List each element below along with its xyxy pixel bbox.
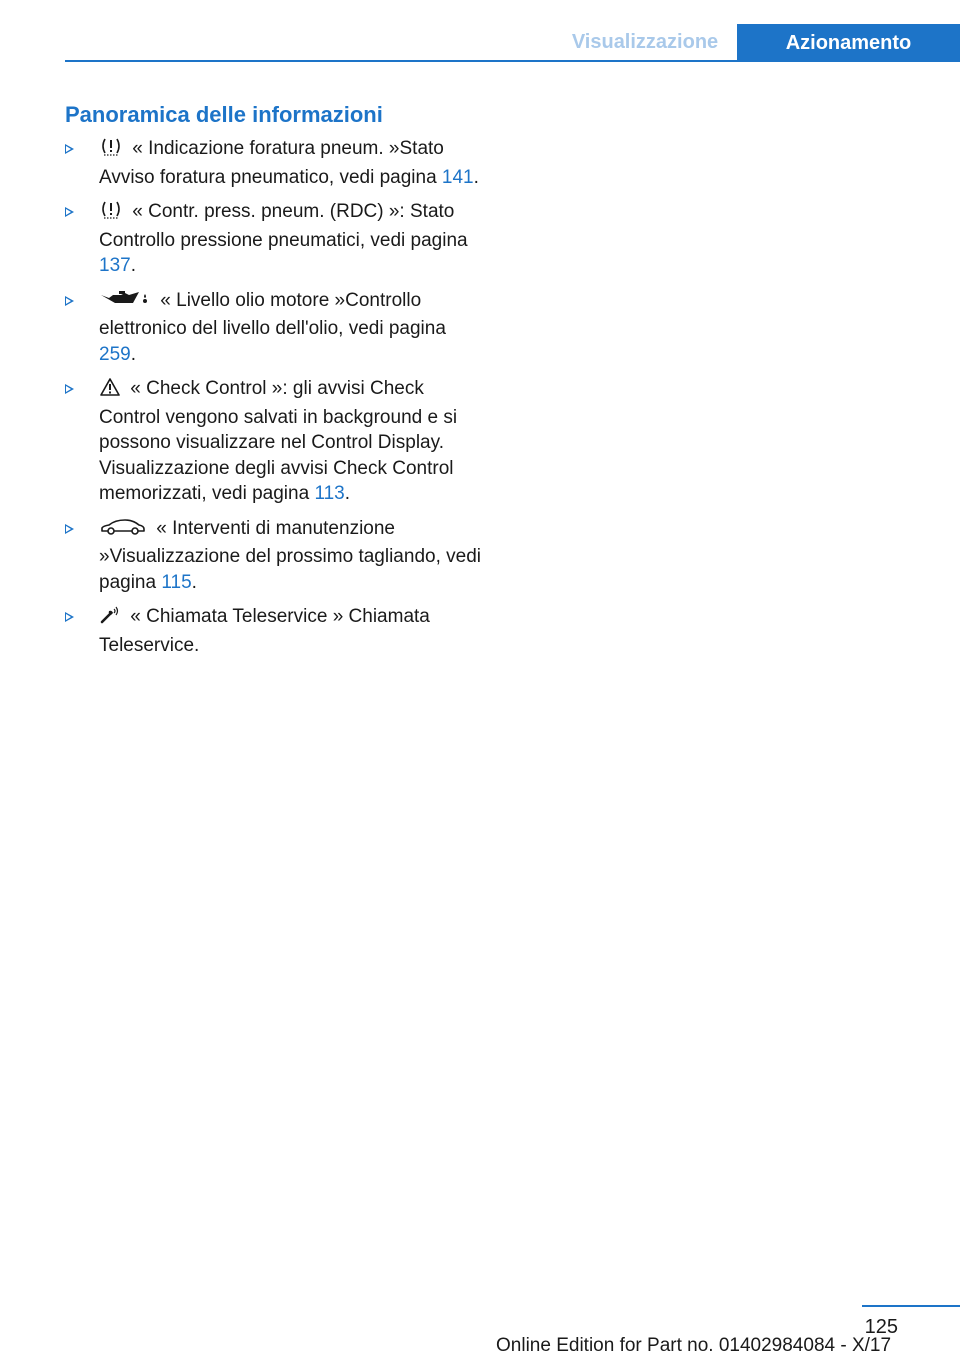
warning-triangle-icon <box>99 377 121 405</box>
bullet-triangle-icon <box>65 612 74 622</box>
item-text: « Check Control »: gli avvisi Check Control vengono salvati in background e si possono visualizzare nel Control Display. Visualizzazione degli avvisi Check Control memorizzati, vedi pagina <box>99 378 458 504</box>
bullet-triangle-icon <box>65 296 74 306</box>
item-suffix: . <box>130 343 136 365</box>
list-item <box>65 288 485 368</box>
item-suffix: . <box>191 571 197 593</box>
list-item <box>65 199 485 279</box>
item-text: « Livello olio motore »Controllo elettronico del livello dell'olio, vedi pagina <box>99 289 446 339</box>
list-item <box>65 376 485 507</box>
page-link[interactable]: 141 <box>441 166 474 188</box>
item-text: « Indicazione foratura pneum. »Stato Avviso foratura pneumatico, vedi pagina <box>99 138 444 188</box>
oil-can-icon <box>99 289 151 317</box>
bullet-triangle-icon <box>65 524 74 534</box>
tire-pressure-warning-icon <box>99 200 123 228</box>
page-link[interactable]: 115 <box>161 571 192 593</box>
service-car-icon <box>99 517 147 545</box>
header-divider <box>65 60 960 62</box>
item-text: « Interventi di manutenzione »Visualizzazione del prossimo tagliando, vedi pagina <box>99 517 481 593</box>
page-link[interactable]: 137 <box>99 255 131 276</box>
tab-azionamento[interactable]: Azionamento <box>737 24 960 62</box>
section-title: Panoramica delle informazioni <box>65 102 383 127</box>
tire-pressure-warning-icon <box>99 137 123 165</box>
bullet-triangle-icon <box>65 144 74 154</box>
bullet-triangle-icon <box>65 207 74 217</box>
page-number: 125 <box>864 1316 898 1338</box>
list-item <box>65 604 485 658</box>
info-list <box>65 136 485 667</box>
page-link[interactable]: 113 <box>314 483 345 504</box>
teleservice-wrench-icon <box>99 605 121 633</box>
list-item <box>65 136 485 190</box>
item-text: « Chiamata Teleservice » Chiamata Teleservice. <box>99 606 430 656</box>
item-suffix: . <box>344 483 351 504</box>
tab-visualizzazione[interactable]: Visualizzazione <box>571 31 719 53</box>
item-text: « Contr. press. pneum. (RDC) »: Stato Controllo pressione pneumatici, vedi pagina <box>99 201 468 251</box>
item-suffix: . <box>130 255 136 276</box>
list-item <box>65 516 485 596</box>
footer-divider <box>862 1305 960 1307</box>
edition-footer: Online Edition for Part no. 01402984084 - X/17 <box>496 1335 892 1356</box>
bullet-triangle-icon <box>65 384 74 394</box>
item-suffix: . <box>473 166 479 188</box>
page-link[interactable]: 259 <box>99 343 131 365</box>
